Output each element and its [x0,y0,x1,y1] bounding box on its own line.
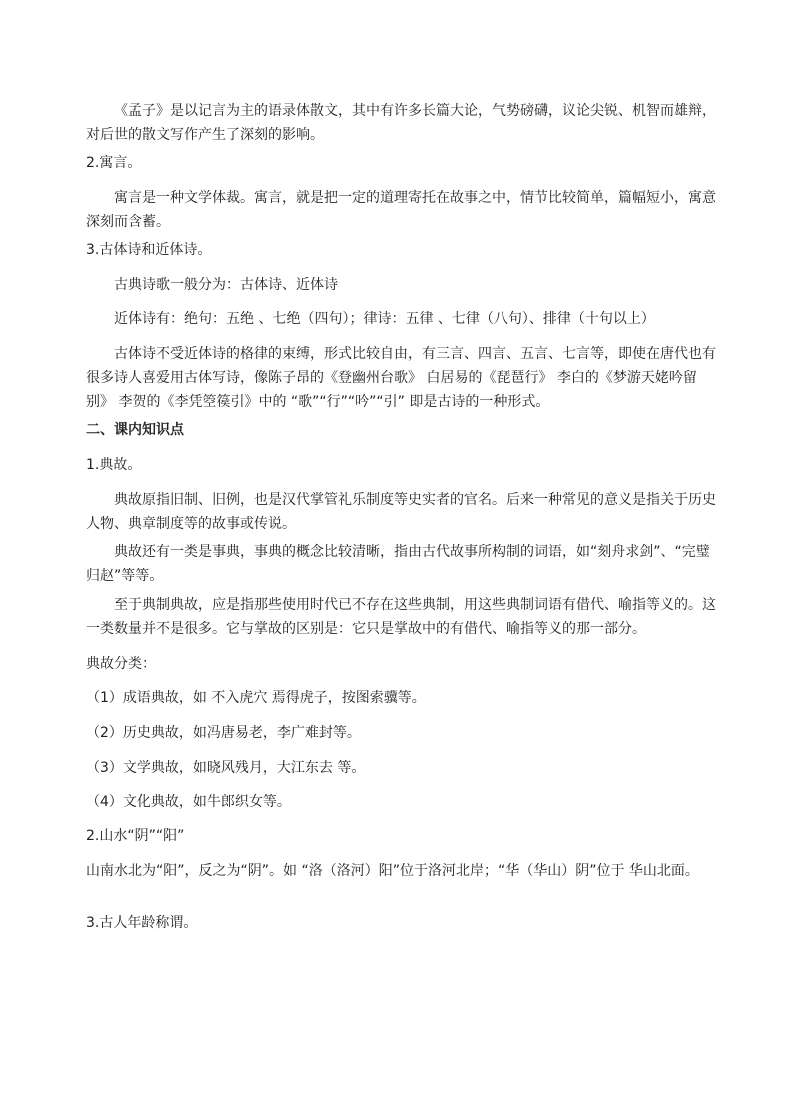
heading-yin-yang: 2.山水“阴”“阳” [86,828,185,844]
paragraph-poetry-types: 古典诗歌一般分为：古体诗、近体诗 [114,277,338,293]
paragraph-allusion-origin: 典故原指旧制、旧例，也是汉代掌管礼乐制度等史实者的官名。后来一种常见的意义是指关于历史人物、典章制度等的故事或传说。 [86,492,716,532]
paragraph-ancient-poetry: 古体诗不受近体诗的格律的束缚，形式比较自由，有三言、四言、五言、七言等，即使在唐代也有很多诗人喜爱用古体写诗，像陈子昂的《登幽州台歌》 白居易的《琵琶行》 李白的《梦游天姥吟留别》 李贺的《李凭箜篌引》中的 “歌”“行”“吟”“引” 即是古诗的一种形式。 [86,346,716,410]
list-item-literature: （3）文学典故，如晓风残月，大江东去 等。 [86,760,366,776]
heading-fable: 2.寓言。 [86,155,142,171]
paragraph-mencius: 《孟子》是以记言为主的语录体散文，其中有许多长篇大论，气势磅礴，议论尖锐、机智而雄辩，对后世的散文写作产生了深刻的影响。 [86,103,716,143]
list-item-idiom: （1）成语典故，如 不入虎穴 焉得虎子，按图索骥等。 [86,690,426,706]
paragraph-yin-yang: 山南水北为“阳”，反之为“阴”。如 “洛（洛河）阳”位于洛河北岸；“华（华山）阴”位于 华山北面。 [86,863,699,879]
list-item-history: （2）历史典故，如冯唐易老，李广难封等。 [86,725,361,741]
paragraph-modern-poetry: 近体诗有：绝句：五绝 、七绝（四句）；律诗：五律 、七律（八句）、排律（十句以上） [114,311,655,327]
paragraph-allusion-system: 至于典制典故，应是指那些使用时代已不存在这些典制，用这些典制词语有借代、喻指等义的。这一类数量并不是很多。它与掌故的区别是：它只是掌故中的有借代、喻指等义的那一部分。 [86,597,716,637]
section-heading-in-class: 二、课内知识点 [86,422,184,438]
heading-poetry: 3.古体诗和近体诗。 [86,242,212,258]
list-item-culture: （4）文化典故，如牛郎织女等。 [86,794,291,810]
heading-allusion-types: 典故分类： [86,656,156,672]
paragraph-allusion-story: 典故还有一类是事典，事典的概念比较清晰，指由古代故事所构制的词语，如“刻舟求剑”、“完璧归赵”等等。 [86,544,710,584]
paragraph-fable: 寓言是一种文学体裁。寓言，就是把一定的道理寄托在故事之中，情节比较简单，篇幅短小，寓意深刻而含蓄。 [86,190,716,230]
heading-age-terms: 3.古人年龄称谓。 [86,915,198,931]
heading-allusion: 1.典故。 [86,457,142,473]
